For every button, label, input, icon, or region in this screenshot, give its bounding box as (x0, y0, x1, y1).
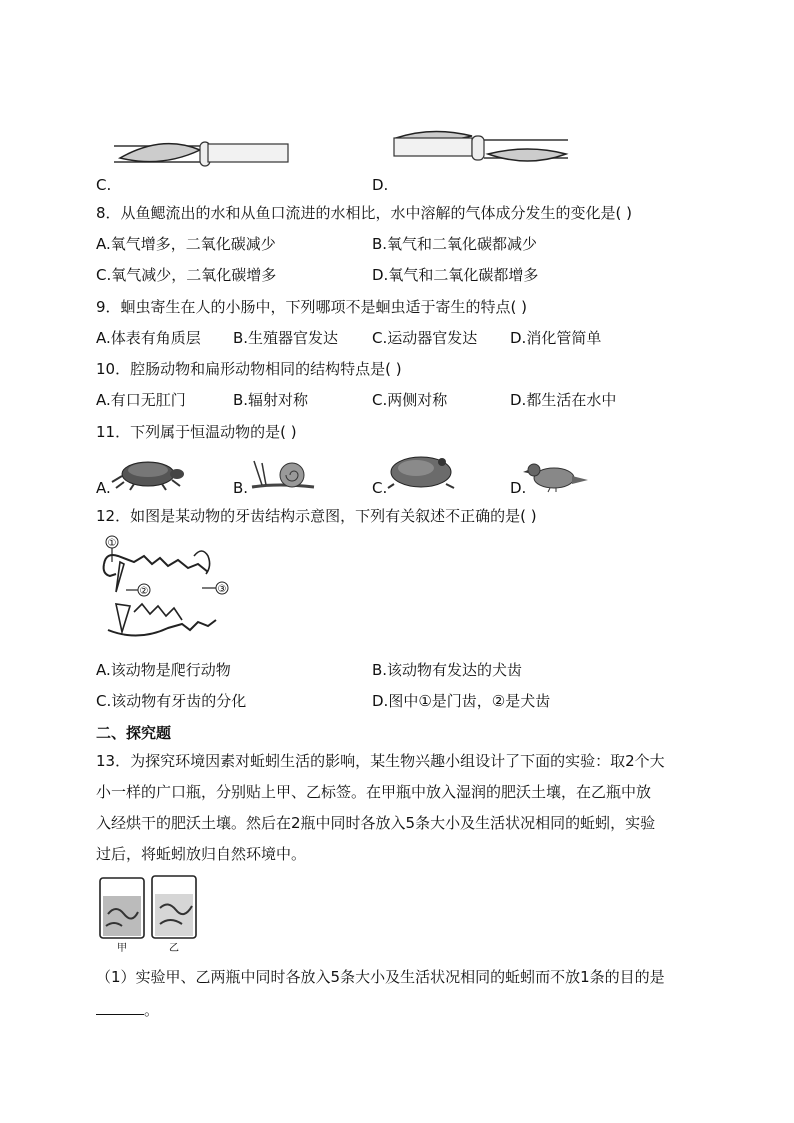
section-title: 二、探究题 (96, 724, 172, 742)
pigeon-icon (520, 458, 590, 492)
q13-line-2: 小一样的广口瓶，分别贴上甲、乙标签。在甲瓶中放入湿润的肥沃土壤，在乙瓶中放 (96, 783, 652, 801)
q10-option-b[interactable]: B.辐射对称 (233, 391, 309, 409)
jar-label-yi: 乙 (169, 943, 179, 954)
q12-option-b[interactable]: B.该动物有发达的犬齿 (372, 661, 523, 679)
q11-option-c[interactable]: C. (372, 479, 388, 497)
q12-option-c[interactable]: C.该动物有牙齿的分化 (96, 692, 247, 710)
q7-option-d[interactable]: D. (372, 176, 389, 194)
q8-option-c[interactable]: C.氧气减少，二氧化碳增多 (96, 266, 277, 284)
teeth-label-1: ① (107, 538, 117, 549)
arm-muscle-diagram-c (112, 128, 292, 176)
q13-sub1: （1）实验甲、乙两瓶中同时各放入5条大小及生活状况相同的蚯蚓而不放1条的目的是 (96, 968, 665, 986)
q8-option-b[interactable]: B.氧气和二氧化碳都减少 (372, 235, 538, 253)
q12-option-a[interactable]: A.该动物是爬行动物 (96, 661, 231, 679)
q10-option-d[interactable]: D.都生活在水中 (510, 391, 617, 409)
jars-diagram (98, 874, 202, 954)
q11-option-d[interactable]: D. (510, 479, 527, 497)
q13-line-1: 13．为探究环境因素对蚯蚓生活的影响，某生物兴趣小组设计了下面的实验：取2个大 (96, 752, 665, 770)
q11-option-b[interactable]: B. (233, 479, 249, 497)
q13-line-3: 入经烘干的肥沃土壤。然后在2瓶中同时各放入5条大小及生活状况相同的蚯蚓，实验 (96, 814, 656, 832)
teeth-label-3: ③ (217, 584, 227, 595)
q10-option-c[interactable]: C.两侧对称 (372, 391, 448, 409)
q9-option-c[interactable]: C.运动器官发达 (372, 329, 478, 347)
q9-option-d[interactable]: D.消化管简单 (510, 329, 602, 347)
teeth-diagram (98, 534, 238, 646)
teeth-label-2: ② (139, 586, 149, 597)
jar-label-jia: 甲 (117, 943, 127, 954)
q9-option-a[interactable]: A.体表有角质层 (96, 329, 201, 347)
q9-option-b[interactable]: B.生殖器官发达 (233, 329, 339, 347)
q12-stem: 12．如图是某动物的牙齿结构示意图，下列有关叙述不正确的是( ) (96, 507, 537, 525)
turtle-icon (110, 456, 186, 492)
q10-option-a[interactable]: A.有口无肛门 (96, 391, 186, 409)
answer-blank[interactable] (96, 998, 144, 1015)
q11-stem: 11．下列属于恒温动物的是( ) (96, 423, 297, 441)
q12-option-d[interactable]: D.图中①是门齿，②是犬齿 (372, 692, 551, 710)
q9-stem: 9．蛔虫寄生在人的小肠中，下列哪项不是蛔虫适于寄生的特点( ) (96, 298, 528, 316)
q8-stem: 8．从鱼鳃流出的水和从鱼口流进的水相比，水中溶解的气体成分发生的变化是( ) (96, 204, 633, 222)
arm-muscle-diagram-d (392, 124, 572, 172)
snail-icon (248, 455, 320, 491)
q10-stem: 10．腔肠动物和扁形动物相同的结构特点是( ) (96, 360, 402, 378)
q13-sub1-answer-line (96, 998, 159, 1021)
q11-option-a[interactable]: A. (96, 479, 111, 497)
q7-option-c[interactable]: C. (96, 176, 112, 194)
q13-sub1-end: 。 (144, 1001, 160, 1019)
q13-line-4: 过后，将蚯蚓放归自然环境中。 (96, 845, 307, 863)
q8-option-a[interactable]: A.氧气增多，二氧化碳减少 (96, 235, 276, 253)
frog-icon (386, 450, 456, 490)
q8-option-d[interactable]: D.氧气和二氧化碳都增多 (372, 266, 539, 284)
